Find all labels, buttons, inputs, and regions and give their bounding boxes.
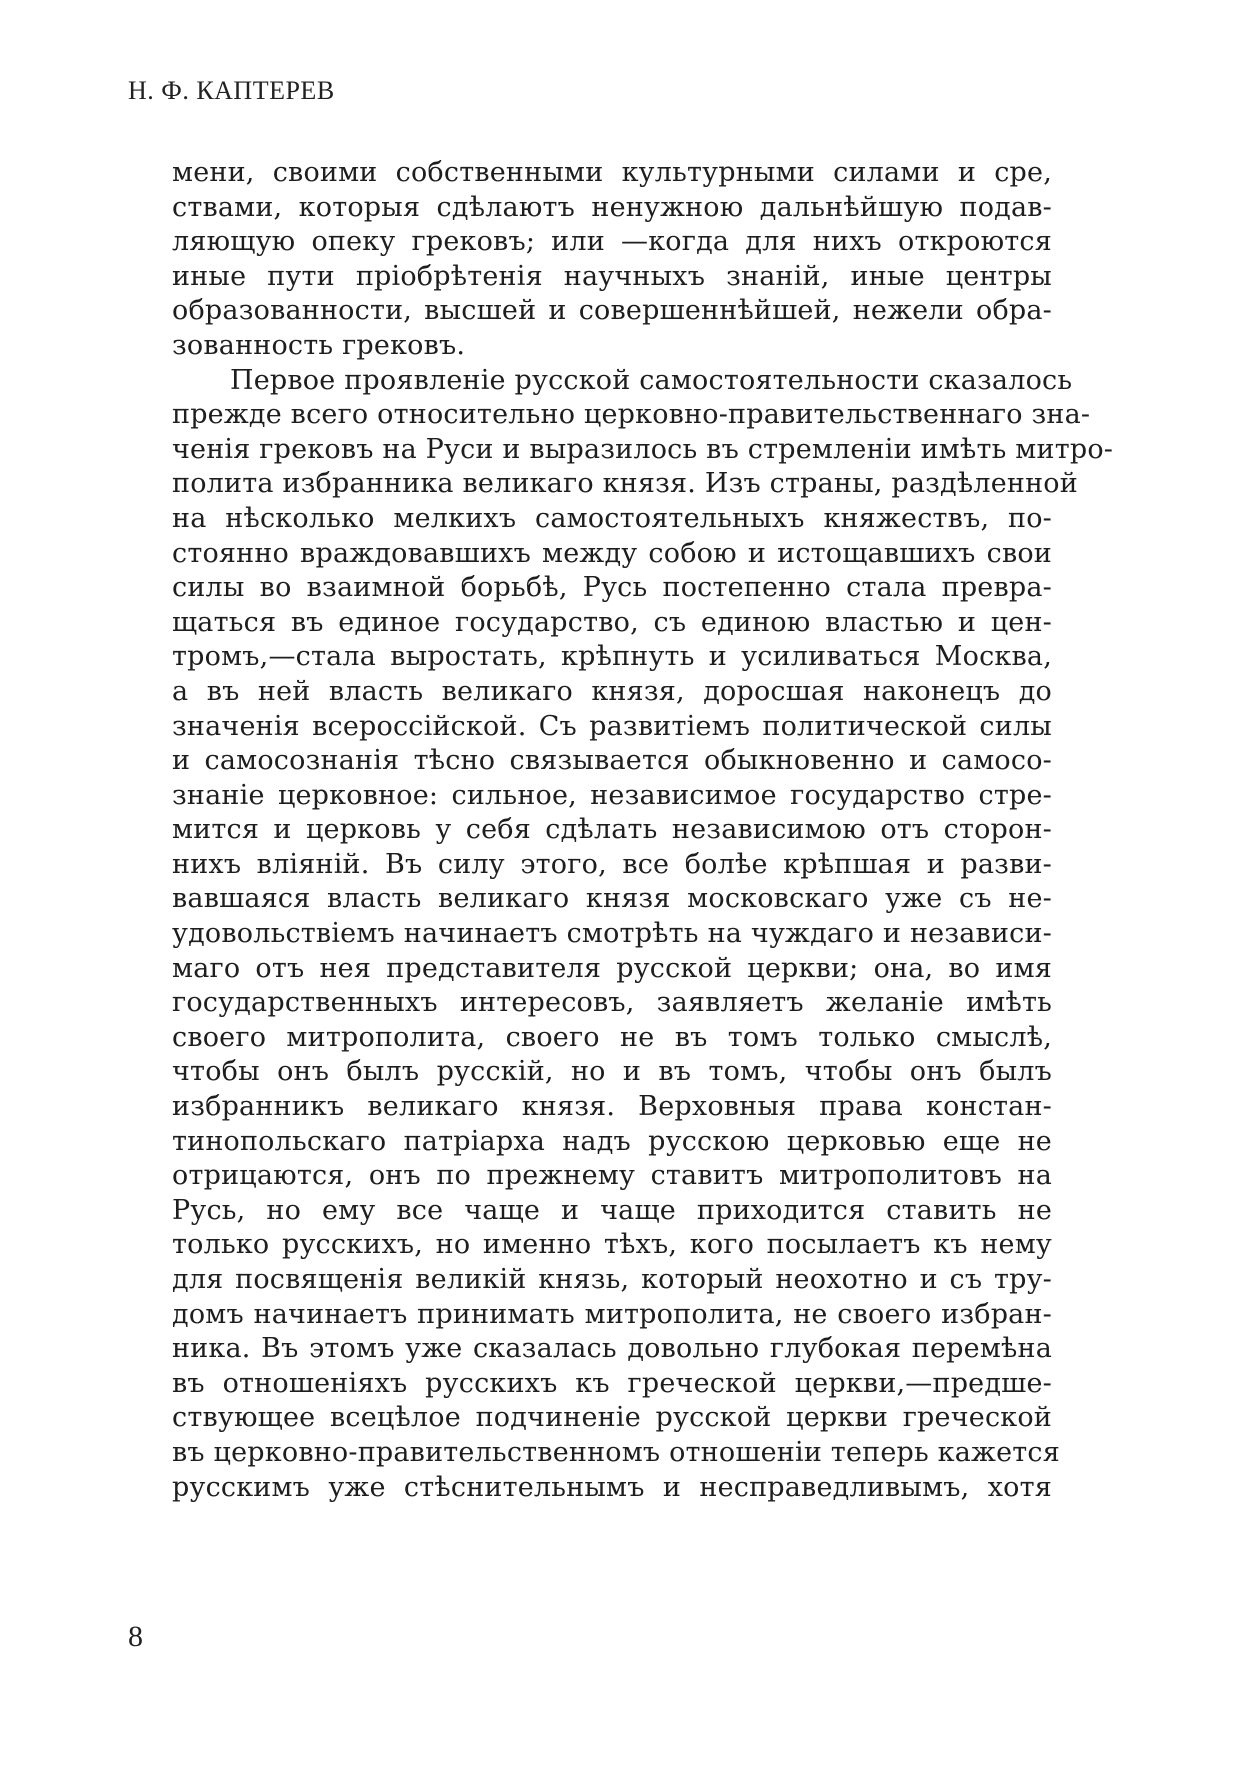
- text-line: мится и церковь у себя сдѣлать независимою отъ сторон-: [172, 814, 1052, 846]
- text-line: чтобы онъ былъ русскій, но и въ томъ, чтобы онъ былъ: [172, 1056, 1052, 1088]
- text-line: маго отъ нея представителя русской церкви; она, во имя: [172, 952, 1052, 984]
- text-line: силы во взаимной борьбѣ, Русь постепенно стала превра-: [172, 572, 1052, 604]
- text-line: знаніе церковное: сильное, независимое государство стре-: [172, 779, 1052, 811]
- text-line: прежде всего относительно церковно-правительственнаго зна-: [172, 399, 1091, 431]
- text-line: зованность грековъ.: [172, 329, 466, 361]
- text-line: стоянно враждовавшихъ между собою и истощавшихъ свои: [172, 537, 1052, 569]
- text-line: ствами, которыя сдѣлаютъ ненужною дальнѣйшую подав-: [172, 191, 1052, 223]
- text-line: своего митрополита, своего не въ томъ только смыслѣ,: [172, 1021, 1052, 1053]
- text-line: въ церковно-правительственномъ отношеніи теперь кажется: [172, 1436, 1060, 1468]
- text-line: значенія всероссійской. Съ развитіемъ политической силы: [172, 710, 1052, 742]
- text-line: ника. Въ этомъ уже сказалась довольно глубокая перемѣна: [172, 1333, 1052, 1365]
- text-line: и самосознанія тѣсно связывается обыкновенно и самосо-: [172, 745, 1052, 777]
- text-line: государственныхъ интересовъ, заявляетъ желаніе имѣть: [172, 987, 1052, 1019]
- text-line: образованности, высшей и совершеннѣйшей, нежели обра-: [172, 295, 1052, 327]
- text-line: ченія грековъ на Руси и выразилось въ стремленіи имѣть митро-: [172, 433, 1114, 465]
- text-line: нихъ вліяній. Въ силу этого, все болѣе крѣпшая и разви-: [172, 848, 1052, 880]
- text-line: для посвященія великій князь, который неохотно и съ тру-: [172, 1264, 1052, 1295]
- text-line: русскимъ уже стѣснительнымъ и несправедливымъ, хотя: [172, 1471, 1052, 1503]
- text-line: удовольствіемъ начинаетъ смотрѣть на чуждаго и независи-: [172, 918, 1052, 950]
- text-line: а въ ней власть великаго князя, доросшая наконецъ до: [172, 675, 1052, 707]
- text-line: въ отношеніяхъ русскихъ къ греческой церкви,—предше-: [172, 1367, 1052, 1399]
- text-line: тромъ,—стала выростать, крѣпнуть и усиливаться Москва,: [172, 641, 1052, 673]
- paragraph-start-line: Первое проявленіе русской самостоятельности сказалось: [230, 364, 1073, 396]
- body-text: [172, 156, 1114, 1505]
- text-line: иные пути пріобрѣтенія научныхъ знаній, иные центры: [172, 260, 1052, 292]
- text-line: отрицаются, онъ по прежнему ставитъ митрополитовъ на: [172, 1160, 1052, 1192]
- text-line: вавшаяся власть великаго князя московскаго уже съ не-: [172, 883, 1052, 915]
- text-line: мени, своими собственными культурными силами и сре,: [172, 157, 1052, 188]
- text-line: домъ начинаетъ принимать митрополита, не своего избран-: [172, 1298, 1052, 1330]
- text-line: Русь, но ему все чаще и чаще приходится ставить не: [172, 1194, 1052, 1226]
- text-line: полита избранника великаго князя. Изъ страны, раздѣленной: [172, 468, 1078, 500]
- text-line: ствующее всецѣлое подчиненіе русской церкви греческой: [172, 1402, 1052, 1434]
- page-number: 8: [128, 1620, 143, 1653]
- text-line: только русскихъ, но именно тѣхъ, кого посылаетъ къ нему: [172, 1229, 1052, 1261]
- text-line: на нѣсколько мелкихъ самостоятельныхъ княжествъ, по-: [172, 502, 1052, 534]
- text-line: ляющую опеку грековъ; или —когда для нихъ откроются: [172, 226, 1052, 258]
- text-line: тинопольскаго патріарха надъ русскою церковью еще не: [172, 1125, 1052, 1157]
- text-line: щаться въ единое государство, съ единою властью и цен-: [172, 606, 1052, 638]
- running-head: Н. Ф. КАПТЕРЕВ: [128, 76, 335, 105]
- text-line: избранникъ великаго князя. Верховныя права констан-: [172, 1091, 1052, 1123]
